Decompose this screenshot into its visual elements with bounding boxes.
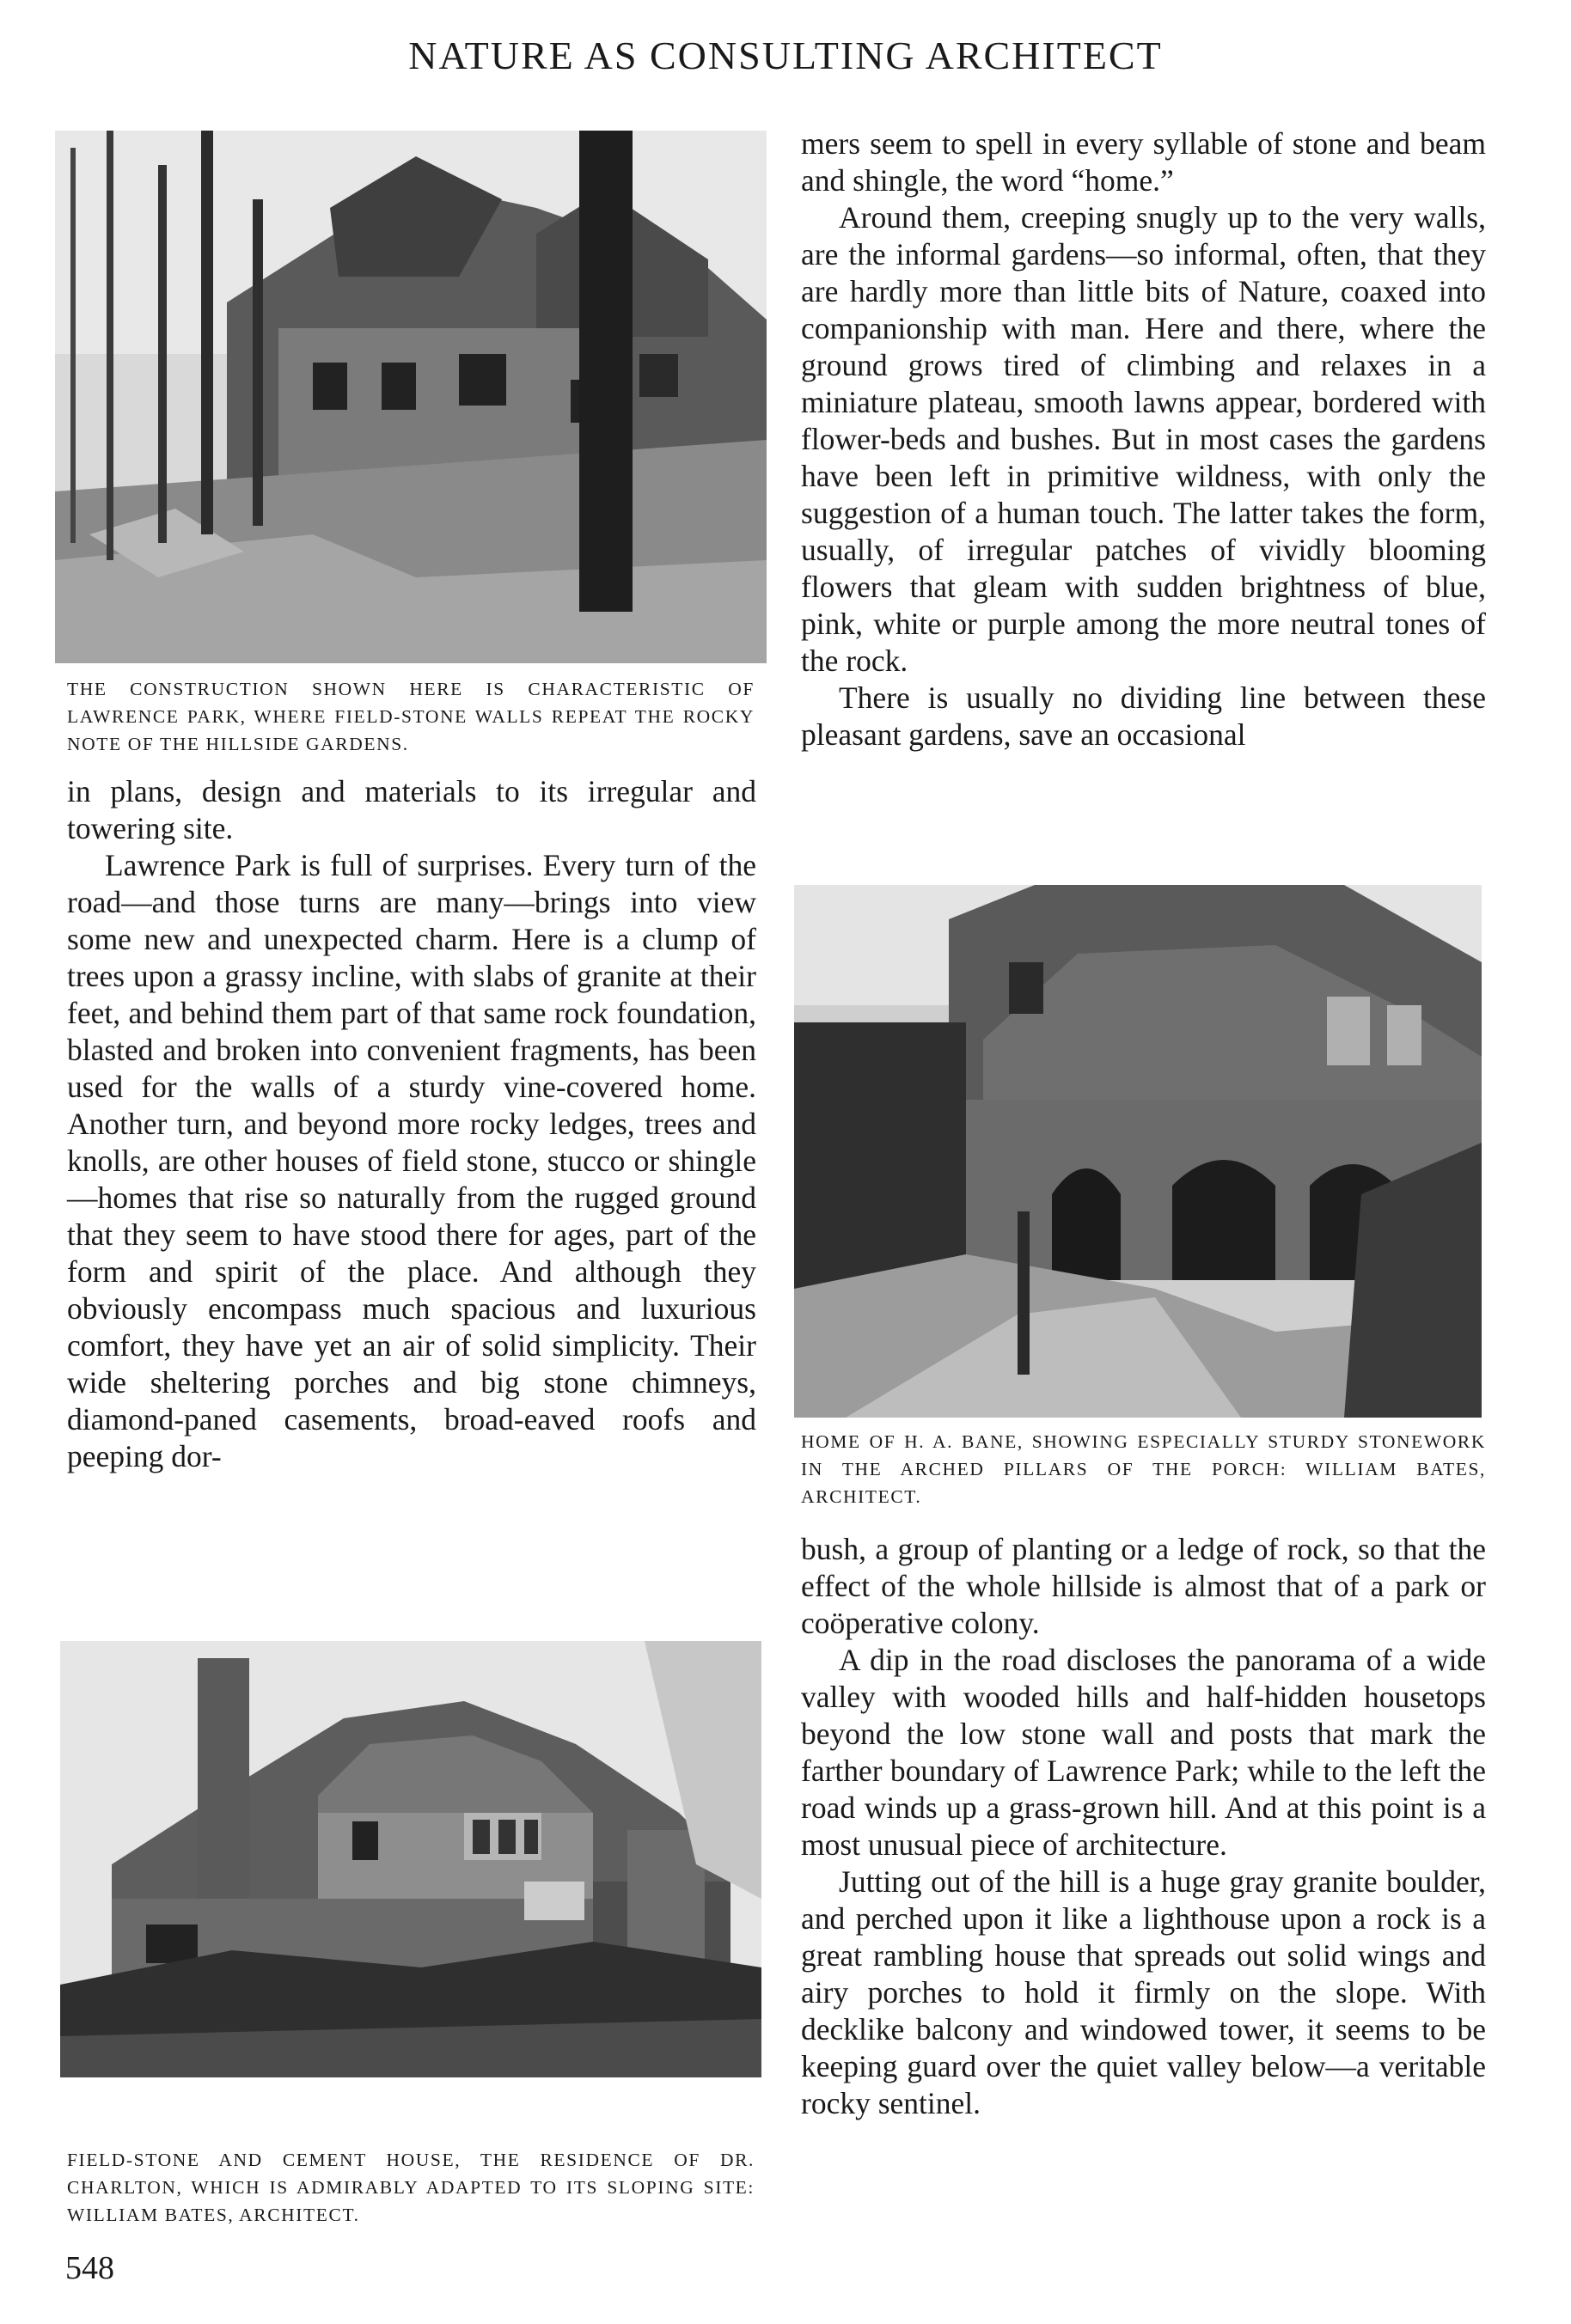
- photo-bane-home: [794, 885, 1482, 1418]
- paragraph: in plans, design and materials to its irregular and towering site.: [67, 774, 756, 845]
- paragraph: Jutting out of the hill is a huge gray granite boulder, and perched upon it like a lighthouse upon a rock is a great rambling house that spreads out solid wings and airy porches to hold it firmly on the slope. With decklike balcony and windowed tower, it seems to be keeping guard over the quiet valley below—a veritable rocky sentinel.: [801, 1864, 1486, 2120]
- stone-cement-house-image: [60, 1641, 761, 2077]
- paragraph: Lawrence Park is full of surprises. Every turn of the road—and those turns are many—brings into view some new and unexpected charm. Here is a clump of trees upon a grassy incline, with slabs of granite at their feet, and behind them part of that same rock foundation, blasted and broken into convenient fragments, has been used for the walls of a sturdy vine-covered home. Another turn, and beyond more rocky ledges, trees and knolls, are other houses of field stone, stucco or shingle—homes that rise so naturally from the rugged ground that they seem to have stood there for ages, part of the form and spirit of the place. And although they obviously encompass much spacious and luxurious comfort, they have yet an air of solid simplicity. Their wide sheltering porches and big stone chimneys, diamond-paned casements, broad-eaved roofs and peeping dor-: [67, 848, 756, 1473]
- left-column-text: [67, 773, 756, 1475]
- house-hillside-image: [55, 131, 767, 663]
- paragraph: bush, a group of planting or a ledge of rock, so that the effect of the whole hillside is almost that of a park or coöperative colony.: [801, 1532, 1486, 1640]
- paragraph: mers seem to spell in every syllable of stone and beam and shingle, the word “home.”: [801, 126, 1486, 198]
- right-column-top-text: [801, 125, 1486, 753]
- caption-lawrence-park-house: THE CONSTRUCTION SHOWN HERE IS CHARACTERISTIC OF LAWRENCE PARK, WHERE FIELD-STONE WALLS REPEAT THE ROCKY NOTE OF THE HILLSIDE GARDENS.: [67, 679, 755, 754]
- caption-bane-home: HOME OF H. A. BANE, SHOWING ESPECIALLY STURDY STONEWORK IN THE ARCHED PILLARS OF THE PORCH: WILLIAM BATES, ARCHITECT.: [801, 1431, 1486, 1507]
- right-column-bottom-text: [801, 1531, 1486, 2122]
- page-title: NATURE AS CONSULTING ARCHITECT: [408, 34, 1163, 77]
- photo-charlton-residence: [60, 1641, 761, 2077]
- paragraph: Around them, creeping snugly up to the very walls, are the informal gardens—so informal, often, that they are hardly more than little bits of Nature, coaxed into companionship with man. Here and there, where the ground grows tired of climbing and relaxes in a miniature plateau, smooth lawns appear, bordered with flower-beds and bushes. But in most cases the gardens have been left in primitive wildness, with only the suggestion of a human touch. The latter takes the form, usually, of irregular patches of vividly blooming flowers that gleam with sudden brightness of blue, pink, white or purple among the more neutral tones of the rock.: [801, 200, 1486, 678]
- page-number: 548: [65, 2250, 114, 2286]
- caption-charlton-residence: FIELD-STONE AND CEMENT HOUSE, THE RESIDENCE OF DR. CHARLTON, WHICH IS ADMIRABLY ADAPTED TO ITS SLOPING SITE: WILLIAM BATES, ARCHITECT.: [67, 2150, 755, 2225]
- arched-porch-image: [794, 885, 1482, 1418]
- paragraph: There is usually no dividing line between these pleasant gardens, save an occasional: [801, 680, 1486, 752]
- paragraph: A dip in the road discloses the panorama of a wide valley with wooded hills and half-hidden housetops beyond the low stone wall and posts that mark the farther boundary of Lawrence Park; while to the left the road winds up a grass-grown hill. And at this point is a most unusual piece of architecture.: [801, 1643, 1486, 1862]
- photo-lawrence-park-house: [55, 131, 767, 663]
